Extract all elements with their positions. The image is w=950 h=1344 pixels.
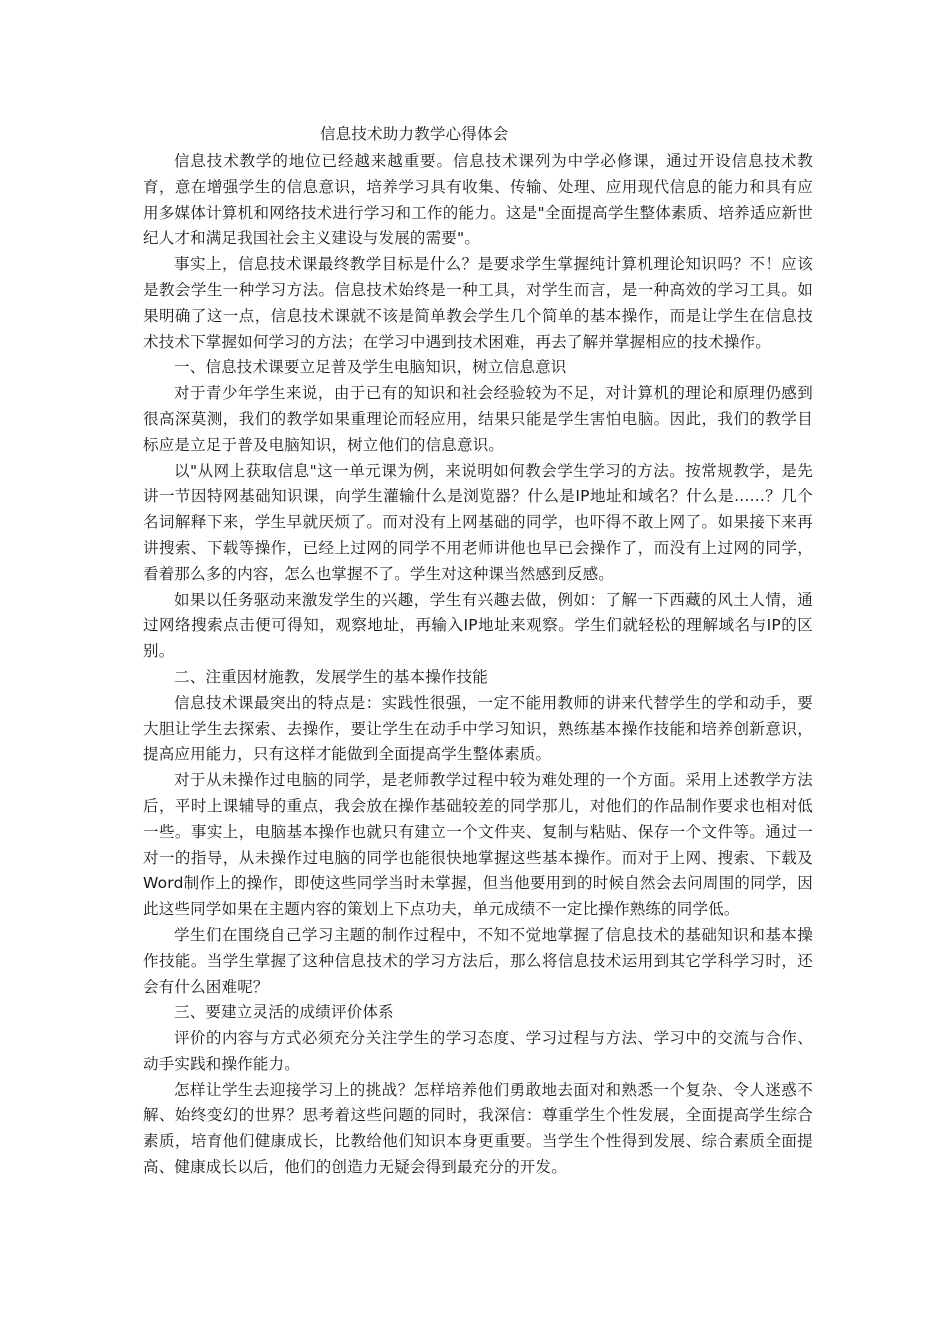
paragraph: 事实上，信息技术课最终教学目标是什么？是要求学生掌握纯计算机理论知识吗？不！应该是教会学生一种学习方法。信息技术始终是一种工具，对学生而言，是一种高效的学习工具。如果明确了这一点，信息技术课就不该是简单教会学生几个简单的基本操作，而是让学生在信息技术技术下掌握如何学习的方法；在学习中遇到技术困难，再去了解并掌握相应的技术操作。 [143, 255, 813, 351]
paragraph: 怎样让学生去迎接学习上的挑战？怎样培养他们勇敢地去面对和熟悉一个复杂、令人迷惑不解、始终变幻的世界？思考着这些问题的同时，我深信：尊重学生个性发展，全面提高学生综合素质，培育他们健康成长，比教给他们知识本身更重要。当学生个性得到发展、综合素质全面提高、健康成长以后，他们的创造力无疑会得到最充分的开发。 [143, 1080, 813, 1177]
document-page [143, 120, 813, 1181]
paragraph: 评价的内容与方式必须充分关注学生的学习态度、学习过程与方法、学习中的交流与合作、动手实践和操作能力。 [143, 1029, 813, 1073]
paragraph: 如果以任务驱动来激发学生的兴趣，学生有兴趣去做，例如：了解一下西藏的风土人情，通过网络搜索点击便可得知，观察地址，再输入IP地址来观察。学生们就轻松的理解域名与IP的区别。 [143, 590, 813, 661]
paragraph: 对于从未操作过电脑的同学，是老师教学过程中较为难处理的一个方面。采用上述教学方法后，平时上课辅导的重点，我会放在操作基础较差的同学那儿，对他们的作品制作要求也相对低一些。事实上，电脑基本操作也就只有建立一个文件夹、复制与粘贴、保存一个文件等。通过一对一的指导，从未操作过电脑的同学也能很快地掌握这些基本操作。而对于上网、搜索、下载及Word制作上的操作，即使这些同学当时未掌握，但当他要用到的时候自然会去问周围的同学，因此这些同学如果在主题内容的策划上下点功夫，单元成绩不一定比操作熟练的同学低。 [143, 771, 813, 919]
paragraph: 以"从网上获取信息"这一单元课为例，来说明如何教会学生学习的方法。按常规教学，是先讲一节因特网基础知识课，向学生灌输什么是浏览器？什么是IP地址和域名？什么是......？几个名词解释下来，学生早就厌烦了。而对没有上网基础的同学，也吓得不敢上网了。如果接下来再讲搜索、下载等操作，已经上过网的同学不用老师讲他也早已会操作了，而没有上过网的同学，看着那么多的内容，怎么也掌握不了。学生对这种课当然感到反感。 [143, 461, 813, 583]
paragraph: 学生们在围绕自己学习主题的制作过程中，不知不觉地掌握了信息技术的基础知识和基本操作技能。当学生掌握了这种信息技术的学习方法后，那么将信息技术运用到其它学科学习时，还会有什么困难呢？ [143, 925, 813, 996]
paragraph: 信息技术课最突出的特点是：实践性很强，一定不能用教师的讲来代替学生的学和动手，要大胆让学生去探索、去操作，要让学生在动手中学习知识，熟练基本操作技能和培养创新意识，提高应用能力，只有这样才能做到全面提高学生整体素质。 [143, 693, 813, 764]
section-heading: 二、注重因材施教，发展学生的基本操作技能 [174, 667, 489, 686]
section-heading: 一、信息技术课要立足普及学生电脑知识，树立信息意识 [174, 358, 567, 377]
paragraph: 对于青少年学生来说，由于已有的知识和社会经验较为不足，对计算机的理论和原理仍感到很高深莫测，我们的教学如果重理论而轻应用，结果只能是学生害怕电脑。因此，我们的教学目标应是立足于普及电脑知识，树立他们的信息意识。 [143, 384, 813, 454]
document-title: 信息技术助力教学心得体会 [320, 125, 509, 143]
section-heading: 三、要建立灵活的成绩评价体系 [174, 1003, 394, 1022]
paragraph: 信息技术教学的地位已经越来越重要。信息技术课列为中学必修课，通过开设信息技术教育，意在增强学生的信息意识，培养学习具有收集、传输、处理、应用现代信息的能力和具有应用多媒体计算机和网络技术进行学习和工作的能力。这是"全面提高学生整体素质、培养适应新世纪人才和满足我国社会主义建设与发展的需要"。 [143, 152, 813, 248]
